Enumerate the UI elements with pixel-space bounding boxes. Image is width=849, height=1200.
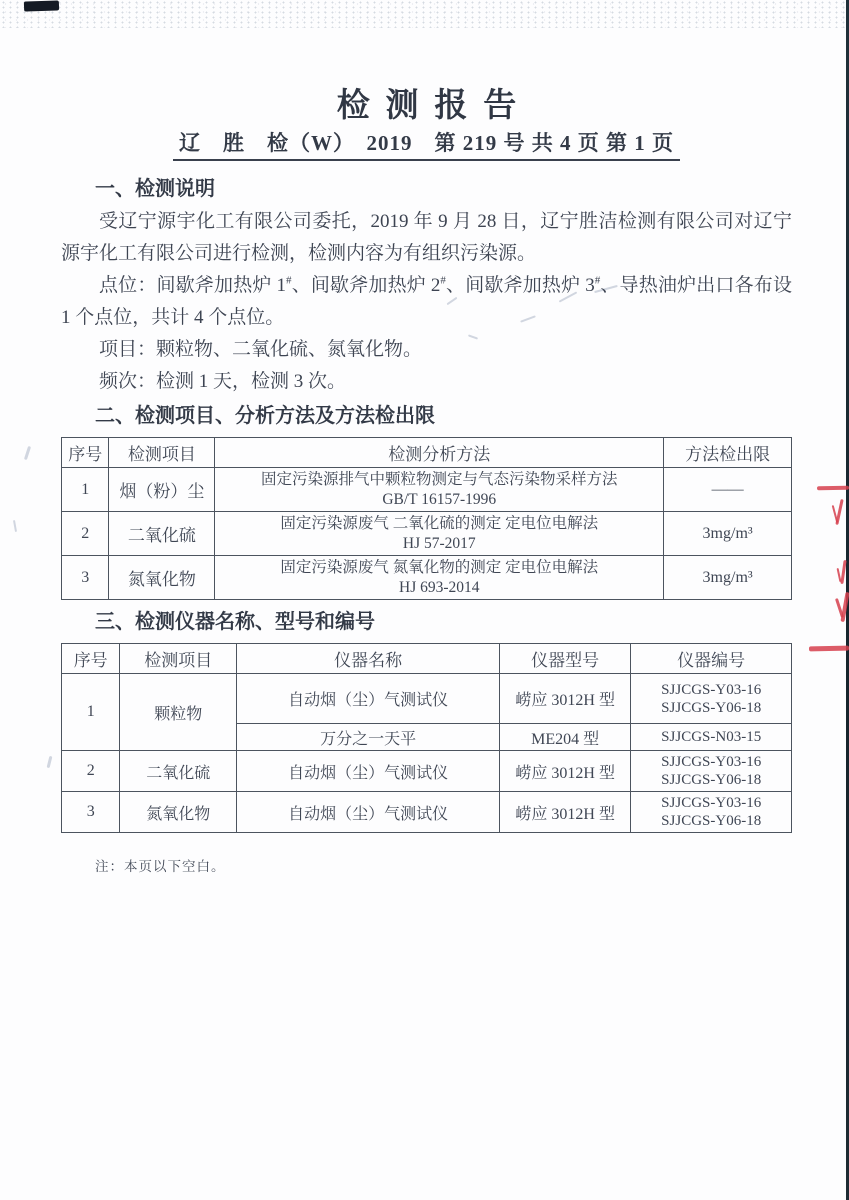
column-header: 检测分析方法 (215, 438, 664, 468)
column-header: 检测项目 (109, 438, 215, 468)
cell-limit: 3mg/m³ (664, 512, 792, 556)
methods-table (61, 437, 792, 600)
cell-no: 3 (62, 556, 109, 600)
cell-instrument-name: 万分之一天平 (237, 724, 500, 751)
cell-instrument-model: 崂应 3012H 型 (499, 792, 630, 833)
cell-item: 颗粒物 (120, 674, 237, 751)
instruments-table (61, 643, 792, 833)
section3-heading: 三、检测仪器名称、型号和编号 (95, 611, 375, 633)
cell-item: 二氧化硫 (109, 512, 215, 556)
table-row (62, 751, 792, 792)
cell-limit: —— (664, 468, 792, 512)
cell-instrument-model: 崂应 3012H 型 (499, 751, 630, 792)
table-row (62, 556, 792, 600)
cell-instrument-name: 自动烟（尘）气测试仪 (237, 674, 500, 724)
column-header: 仪器名称 (237, 644, 500, 674)
cell-instrument-codes: SJJCGS-Y03-16 SJJCGS-Y06-18 (631, 674, 792, 724)
column-header: 仪器型号 (499, 644, 630, 674)
cell-instrument-name: 自动烟（尘）气测试仪 (237, 792, 500, 833)
cell-item: 烟（粉）尘 (109, 468, 215, 512)
cell-method: 固定污染源废气 二氧化硫的测定 定电位电解法 HJ 57-2017 (215, 512, 664, 556)
red-pen-dash (817, 486, 849, 491)
cell-item: 氮氧化物 (109, 556, 215, 600)
cell-method: 固定污染源废气 氮氧化物的测定 定电位电解法 HJ 693-2014 (215, 556, 664, 600)
cell-instrument-codes: SJJCGS-Y03-16 SJJCGS-Y06-18 (631, 751, 792, 792)
report-content (61, 0, 792, 875)
cell-no: 2 (62, 751, 120, 792)
superscript-hash: # (440, 274, 446, 287)
cell-no: 1 (62, 468, 109, 512)
instruments-table-header-row (62, 644, 792, 674)
paragraph-points: 点位：间歇斧加热炉 1#、间歇斧加热炉 2#、间歇斧加热炉 3#、导热油炉出口各布设 1 个点位，共计 4 个点位。 (61, 274, 792, 328)
cell-no: 1 (62, 674, 120, 751)
red-pen-dash (809, 646, 849, 652)
paragraph-commission: 受辽宁源宇化工有限公司委托，2019 年 9 月 28 日，辽宁胜洁检测有限公司对辽宁源宇化工有限公司进行检测，检测内容为有组织污染源。 (61, 211, 792, 264)
cell-item: 二氧化硫 (120, 751, 237, 792)
cell-instrument-name: 自动烟（尘）气测试仪 (237, 751, 500, 792)
report-title: 检测报告 (336, 88, 533, 124)
methods-table-header-row (62, 438, 792, 468)
pencil-mark (24, 446, 31, 460)
column-header: 检测项目 (120, 644, 237, 674)
pencil-mark (13, 520, 17, 532)
cell-limit: 3mg/m³ (664, 556, 792, 600)
column-header: 序号 (62, 438, 109, 468)
cell-no: 3 (62, 792, 120, 833)
cell-item: 氮氧化物 (120, 792, 237, 833)
section1-heading: 一、检测说明 (95, 178, 215, 200)
doc-number-row (61, 130, 792, 161)
cell-no: 2 (62, 512, 109, 556)
table-row (62, 468, 792, 512)
section2-heading: 二、检测项目、分析方法及方法检出限 (95, 405, 435, 427)
table-row (62, 512, 792, 556)
cell-method: 固定污染源排气中颗粒物测定与气态污染物采样方法 GB/T 16157-1996 (215, 468, 664, 512)
pencil-mark (47, 756, 53, 768)
superscript-hash: # (594, 274, 601, 287)
superscript-hash: # (286, 274, 292, 287)
cell-instrument-codes: SJJCGS-N03-15 (631, 724, 792, 751)
footer-note: 注：本页以下空白。 (95, 859, 226, 874)
cell-instrument-model: 崂应 3012H 型 (499, 674, 630, 724)
cell-instrument-model: ME204 型 (499, 724, 630, 751)
column-header: 序号 (62, 644, 120, 674)
table-row (62, 792, 792, 833)
cell-instrument-codes: SJJCGS-Y03-16 SJJCGS-Y06-18 (631, 792, 792, 833)
table-row (62, 674, 792, 724)
paragraph-items: 项目：颗粒物、二氧化硫、氮氧化物。 (99, 339, 423, 360)
scan-artifact-blob (24, 0, 59, 11)
paragraph-frequency: 频次：检测 1 天，检测 3 次。 (99, 371, 347, 392)
column-header: 方法检出限 (664, 438, 792, 468)
column-header: 仪器编号 (631, 644, 792, 674)
doc-number: 辽 胜 检（W） 2019 第 219 号 共 4 页 第 1 页 (173, 130, 680, 161)
